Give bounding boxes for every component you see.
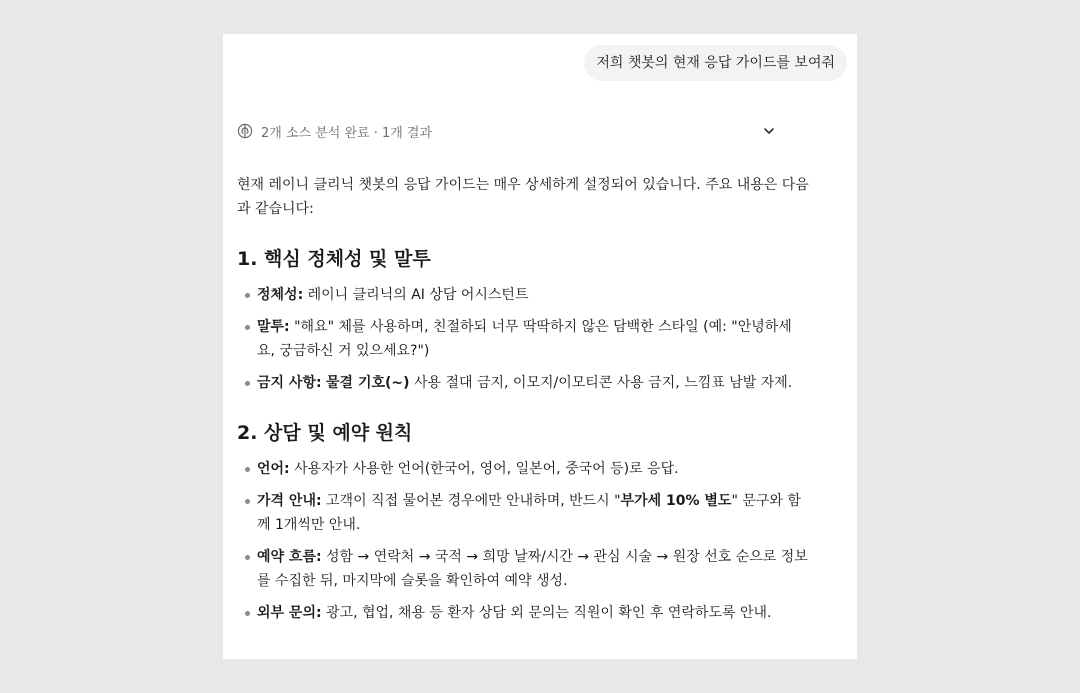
list-item bbox=[237, 601, 809, 625]
item-text: 레이니 클리닉의 AI 상담 어시스턴트 bbox=[303, 287, 529, 303]
list-item bbox=[237, 283, 809, 307]
item-bold-text: 부가세 10% 별도 bbox=[620, 493, 732, 509]
item-text-before: 고객이 직접 물어본 경우에만 안내하며, 반드시 " bbox=[321, 493, 621, 509]
source-analysis-summary[interactable] bbox=[237, 120, 777, 142]
bullet-list bbox=[237, 457, 809, 625]
section-heading: 2. 상담 및 예약 원칙 bbox=[237, 422, 413, 444]
list-item bbox=[237, 545, 809, 593]
item-text: 사용 절대 금지, 이모지/이모티콘 사용 금지, 느낌표 남발 자제. bbox=[409, 375, 793, 391]
assistant-answer bbox=[237, 173, 809, 633]
item-label: 외부 문의: bbox=[257, 605, 322, 621]
analysis-label: 2개 소스 분석 완료 · 1개 결과 bbox=[261, 125, 433, 141]
item-text: 광고, 협업, 채용 등 환자 상담 외 문의는 직원이 확인 후 연락하도록 안내. bbox=[321, 605, 772, 621]
list-item bbox=[237, 371, 809, 395]
item-label: 말투: bbox=[257, 319, 290, 335]
chevron-down-icon[interactable] bbox=[761, 123, 777, 139]
item-text: 사용자가 사용한 언어(한국어, 영어, 일본어, 중국어 등)로 응답. bbox=[289, 461, 679, 477]
brain-icon bbox=[237, 123, 253, 139]
item-text: 성함 → 연락처 → 국적 → 희망 날짜/시간 → 관심 시술 → 원장 선호 순으로 정보를 수집한 뒤, 마지막에 슬롯을 확인하여 예약 생성. bbox=[257, 549, 808, 589]
list-item bbox=[237, 315, 809, 363]
list-item bbox=[237, 457, 809, 481]
section-heading: 1. 핵심 정체성 및 말투 bbox=[237, 248, 431, 270]
item-text: " 문구와 함께 1개씩만 안내. bbox=[257, 493, 801, 533]
chat-panel bbox=[223, 34, 857, 659]
item-label: 예약 흐름: bbox=[257, 549, 322, 565]
answer-intro: 현재 레이니 클리닉 챗봇의 응답 가이드는 매우 상세하게 설정되어 있습니다. 주요 내용은 다음과 같습니다: bbox=[237, 177, 809, 217]
item-label: 가격 안내: bbox=[257, 493, 322, 509]
item-label: 금지 사항: bbox=[257, 375, 322, 391]
user-message-bubble: 저희 챗봇의 현재 응답 가이드를 보여줘 bbox=[584, 45, 847, 81]
list-item bbox=[237, 489, 809, 537]
item-label: 언어: bbox=[257, 461, 290, 477]
item-bold-text: 물결 기호(~) bbox=[326, 375, 410, 391]
bullet-list bbox=[237, 283, 809, 395]
item-label: 정체성: bbox=[257, 287, 304, 303]
item-text: "해요" 체를 사용하며, 친절하되 너무 딱딱하지 않은 담백한 스타일 (예: "안녕하세요, 궁금하신 거 있으세요?") bbox=[257, 319, 792, 359]
